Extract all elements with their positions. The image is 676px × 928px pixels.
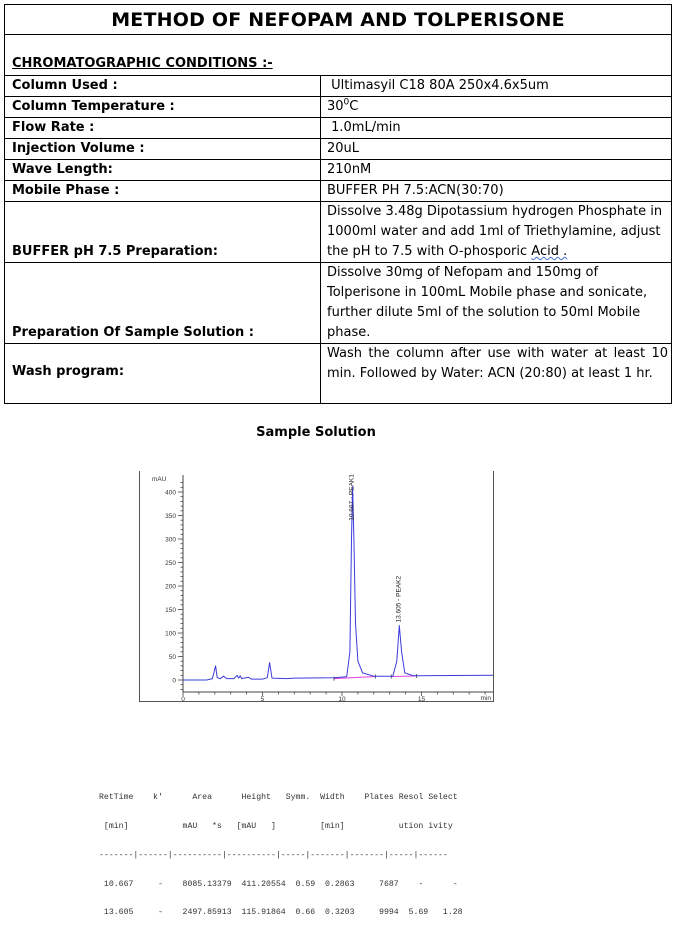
condition-label: BUFFER pH 7.5 Preparation:: [5, 202, 321, 263]
condition-value: 1.0mL/min: [321, 118, 672, 139]
chromatogram-chart: [139, 471, 494, 702]
x-tick-label: 10: [338, 696, 346, 702]
value-line: min. Followed by Water: ACN (20:80) at least 1 hr.: [327, 364, 668, 384]
value-line: Tolperisone in 100mL Mobile phase and sonicate,: [327, 283, 668, 303]
condition-label: Wash program:: [5, 344, 321, 404]
condition-value: 210nM: [321, 160, 672, 181]
x-tick-label: 5: [261, 696, 265, 702]
x-axis-label: min: [481, 695, 492, 702]
results-row: 10.667 - 8085.13379 411.20554 0.59 0.2863 7687 - -: [99, 880, 463, 890]
value-line: Dissolve 3.48g Dipotassium hydrogen Phosphate in: [327, 202, 668, 222]
results-row: 13.605 - 2497.85913 115.91864 0.66 0.3203 9994 5.69 1.28: [99, 908, 463, 918]
degree-sup: 0: [344, 98, 350, 108]
y-tick-label: 150: [165, 607, 176, 614]
peak-label: 13.605 - PEAK2: [395, 576, 402, 623]
condition-row-mobile-phase: [5, 181, 672, 202]
condition-row-sample-prep: [5, 263, 672, 344]
y-tick-label: 250: [165, 560, 176, 567]
temperature-unit: C: [349, 99, 358, 114]
value-line: further dilute 5ml of the solution to 50ml Mobile: [327, 303, 668, 323]
results-separator: -------|------|----------|----------|-----|-------|-------|-----|------: [99, 851, 463, 861]
value-line: phase.: [327, 323, 668, 343]
document-title: METHOD OF NEFOPAM AND TOLPERISONE: [5, 5, 672, 35]
condition-value: [321, 263, 672, 344]
y-tick-label: 300: [165, 537, 176, 544]
y-tick-label: 0: [172, 678, 176, 685]
condition-label: Mobile Phase :: [5, 181, 321, 202]
condition-value: Ultimasyil C18 80A 250x4.6x5um: [321, 76, 672, 97]
condition-label: Wave Length:: [5, 160, 321, 181]
spellcheck-word: Acid .: [531, 244, 567, 259]
condition-label: Preparation Of Sample Solution :: [5, 263, 321, 344]
condition-value: [321, 344, 672, 404]
chromatogram-svg: [139, 471, 494, 702]
y-axis-label: mAU: [152, 476, 167, 483]
condition-row-column-temperature: [5, 97, 672, 118]
chromatogram-trace: [183, 487, 493, 680]
y-tick-label: 50: [169, 654, 177, 661]
y-tick-label: 350: [165, 513, 176, 520]
condition-row-column-used: [5, 76, 672, 97]
condition-row-flow-rate: [5, 118, 672, 139]
condition-label: Column Temperature :: [5, 97, 321, 118]
value-line: Wash the column after use with water at least 10: [327, 344, 668, 364]
condition-value: BUFFER PH 7.5:ACN(30:70): [321, 181, 672, 202]
chart-title: Sample Solution: [0, 425, 632, 440]
condition-row-wash-program: [5, 344, 672, 404]
condition-row-wave-length: [5, 160, 672, 181]
condition-value: [321, 202, 672, 263]
condition-row-buffer-prep: [5, 202, 672, 263]
condition-label: Injection Volume :: [5, 139, 321, 160]
section-heading: CHROMATOGRAPHIC CONDITIONS :-: [5, 35, 672, 76]
temperature-value: 30: [327, 99, 344, 114]
value-line: 1000ml water and add 1ml of Triethylamine, adjust: [327, 222, 668, 242]
value-line: Dissolve 30mg of Nefopam and 150mg of: [327, 263, 668, 283]
value-line: [327, 242, 668, 262]
value-text: the pH to 7.5 with O-phosporic: [327, 244, 531, 259]
condition-label: Column Used :: [5, 76, 321, 97]
condition-value: 20uL: [321, 139, 672, 160]
condition-label: Flow Rate :: [5, 118, 321, 139]
results-header-2: [min] mAU *s [mAU ] [min] ution ivity: [99, 822, 463, 832]
peak-label: 10.667 - PEAK1: [349, 474, 356, 521]
condition-row-injection-volume: [5, 139, 672, 160]
y-tick-label: 400: [165, 490, 176, 497]
method-table: [4, 4, 672, 404]
results-table: [99, 774, 463, 928]
x-tick-label: 15: [418, 696, 426, 702]
results-header-1: RetTime k' Area Height Symm. Width Plates Resol Select: [99, 793, 463, 803]
y-tick-label: 200: [165, 584, 176, 591]
y-tick-label: 100: [165, 631, 176, 638]
x-tick-label: 0: [181, 696, 185, 702]
condition-value: [321, 97, 672, 118]
